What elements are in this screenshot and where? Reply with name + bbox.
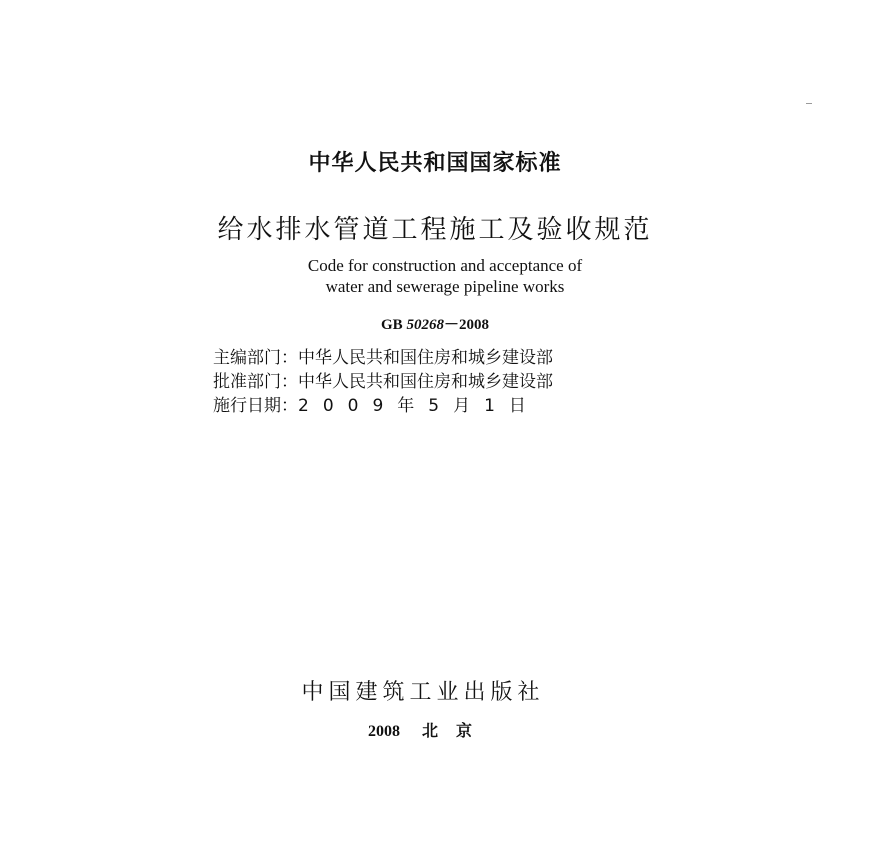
metadata-block [213,346,673,418]
standard-prefix: GB [381,317,403,333]
meta-row-approver [213,370,673,394]
standard-code: 50268 [406,317,444,333]
chinese-title: 给水排水管道工程施工及验收规范 [217,215,653,245]
publisher-name: 中国建筑工业出版社 [301,680,545,705]
meta-label: 批准部门： [213,372,298,392]
publication-city: 北京 [421,723,490,740]
standard-number [0,313,870,334]
meta-value: 2009年5月1日 [298,396,540,416]
publication-place [0,718,864,741]
meta-value: 中华人民共和国住房和城乡建设部 [298,348,553,368]
standard-year: －2008 [443,317,489,333]
meta-row-editor [213,346,673,370]
meta-label: 施行日期： [213,396,298,416]
meta-value: 中华人民共和国住房和城乡建设部 [298,372,553,392]
english-title-line-1: Code for construction and acceptance of [307,256,583,275]
national-standard-heading: 中华人民共和国国家标准 [308,151,562,176]
scan-speck [806,103,812,104]
publication-year: 2008 [367,723,400,740]
english-title-line-2: water and sewerage pipeline works [325,277,565,296]
meta-row-effective-date [213,394,673,418]
meta-label: 主编部门： [213,348,298,368]
